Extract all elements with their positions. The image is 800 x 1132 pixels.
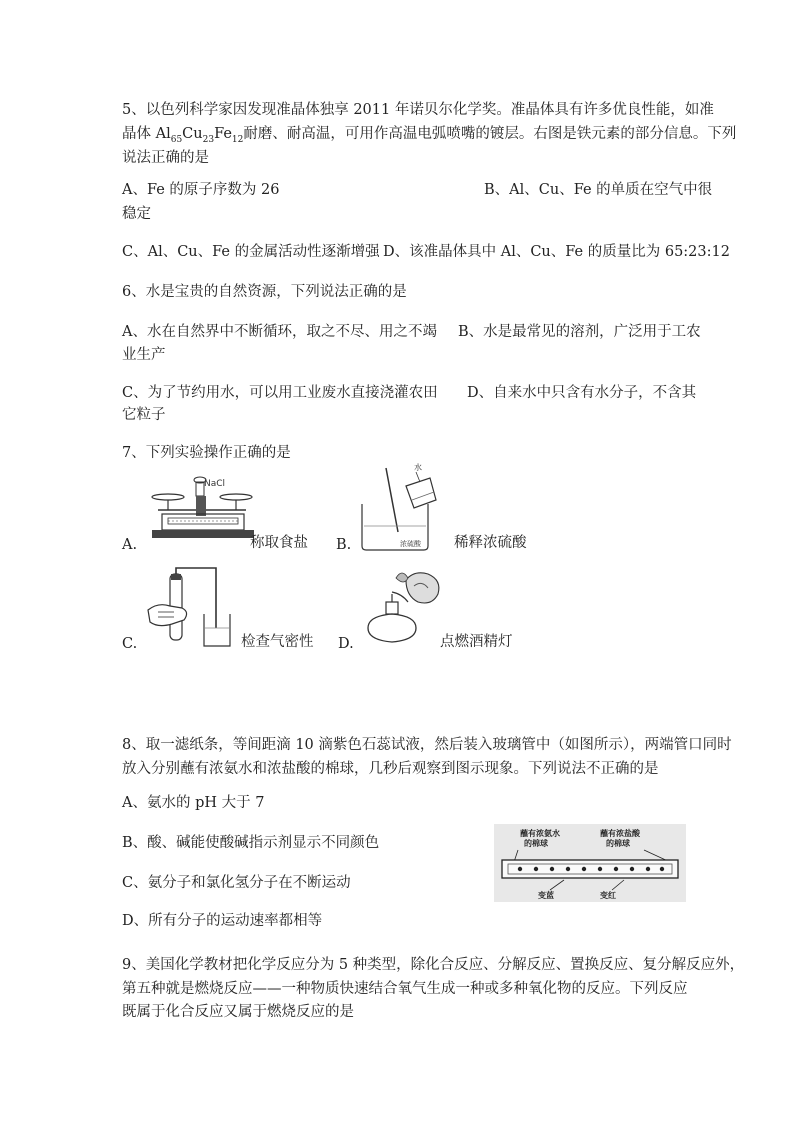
q9-line1: 9、美国化学教材把化学反应分为 5 种类型，除化合反应、分解反应、置换反应、复分解反应外， <box>122 957 745 973</box>
q6-stem: 6、水是宝贵的自然资源，下列说法正确的是 <box>122 284 407 300</box>
glass-tube-figure <box>494 824 686 902</box>
q7-option-c-letter: C. <box>122 636 138 652</box>
q8-option-a: A、氨水的 pH 大于 7 <box>122 795 265 811</box>
q6-option-d: D、自来水中只含有水分子，不含其 <box>467 385 697 401</box>
q5-line2-rest: 耐磨、耐高温，可用作高温电弧喷嘴的镀层。右图是铁元素的部分信息。下列 <box>243 126 737 142</box>
q7-option-a-text: 称取食盐 <box>250 535 308 551</box>
q5-formula-fe: Fe <box>214 126 232 142</box>
balance-figure <box>148 474 258 548</box>
q6-option-a: A、水在自然界中不断循环，取之不尽、用之不竭 <box>122 324 437 340</box>
q6-option-d-cont: 它粒子 <box>122 407 166 423</box>
q7-option-a-letter: A. <box>122 537 138 553</box>
q7-option-b-letter: B. <box>336 537 352 553</box>
q5-formula-al: 晶体 Al <box>122 126 171 142</box>
q6-option-b: B、水是最常见的溶剂，广泛用于工农 <box>458 324 701 340</box>
nacl-label: NaCl <box>204 479 226 489</box>
q6-option-b-cont: 业生产 <box>122 347 166 363</box>
dilution-figure <box>350 460 460 552</box>
q5-sub-65: 65 <box>170 134 183 145</box>
q5-option-b: B、Al、Cu、Fe 的单质在空气中很 <box>484 182 713 198</box>
q9-line3: 既属于化合反应又属于燃烧反应的是 <box>122 1004 354 1020</box>
ammonia-cotton-label: 蘸有浓氨水 <box>520 829 560 838</box>
turns-blue-label: 变蓝 <box>538 891 554 900</box>
q5-option-c: C、Al、Cu、Fe 的金属活动性逐渐增强 <box>122 244 380 260</box>
q5-formula-cu: Cu <box>182 126 203 142</box>
q5-line2 <box>122 127 736 145</box>
q5-line3: 说法正确的是 <box>122 150 209 166</box>
q7-stem: 7、下列实验操作正确的是 <box>122 445 291 461</box>
hcl-cotton-label: 蘸有浓盐酸 <box>600 829 640 838</box>
airtightness-figure <box>144 566 244 650</box>
q9-line2: 第五种就是燃烧反应——一种物质快速结合氧气生成一种或多种氧化物的反应。下列反应 <box>122 981 688 997</box>
acid-label: 浓硫酸 <box>400 540 421 548</box>
q8-line2: 放入分别蘸有浓氨水和浓盐酸的棉球，几秒后观察到图示现象。下列说法不正确的是 <box>122 761 659 777</box>
q5-option-d: D、该准晶体具中 Al、Cu、Fe 的质量比为 65:23:12 <box>383 244 730 260</box>
q5-option-b-cont: 稳定 <box>122 206 151 222</box>
turns-red-label: 变红 <box>600 891 616 900</box>
alcohol-lamp-figure <box>362 566 452 650</box>
q5-line1: 5、以色列科学家因发现准晶体独享 2011 年诺贝尔化学奖。准晶体具有许多优良性能，如准 <box>122 102 714 118</box>
q7-option-c-text: 检查气密性 <box>241 634 314 650</box>
hcl-cotton-label-2: 的棉球 <box>606 839 630 848</box>
q8-option-d: D、所有分子的运动速率都相等 <box>122 913 323 929</box>
q7-option-d-text: 点燃酒精灯 <box>440 634 513 650</box>
ammonia-cotton-label-2: 的棉球 <box>524 839 548 848</box>
q6-option-c: C、为了节约用水，可以用工业废水直接浇灌农田 <box>122 385 438 401</box>
q8-line1: 8、取一滤纸条，等间距滴 10 滴紫色石蕊试液，然后装入玻璃管中（如图所示），两端管口同时 <box>122 737 732 753</box>
q5-option-a: A、Fe 的原子序数为 26 <box>122 182 280 198</box>
q7-option-b-text: 稀释浓硫酸 <box>454 535 527 551</box>
q5-sub-12: 12 <box>231 134 244 145</box>
water-label: 水 <box>414 463 422 472</box>
q8-option-c: C、氨分子和氯化氢分子在不断运动 <box>122 875 351 891</box>
q7-option-d-letter: D. <box>338 636 354 652</box>
q8-option-b: B、酸、碱能使酸碱指示剂显示不同颜色 <box>122 835 380 851</box>
q5-sub-23: 23 <box>202 134 215 145</box>
